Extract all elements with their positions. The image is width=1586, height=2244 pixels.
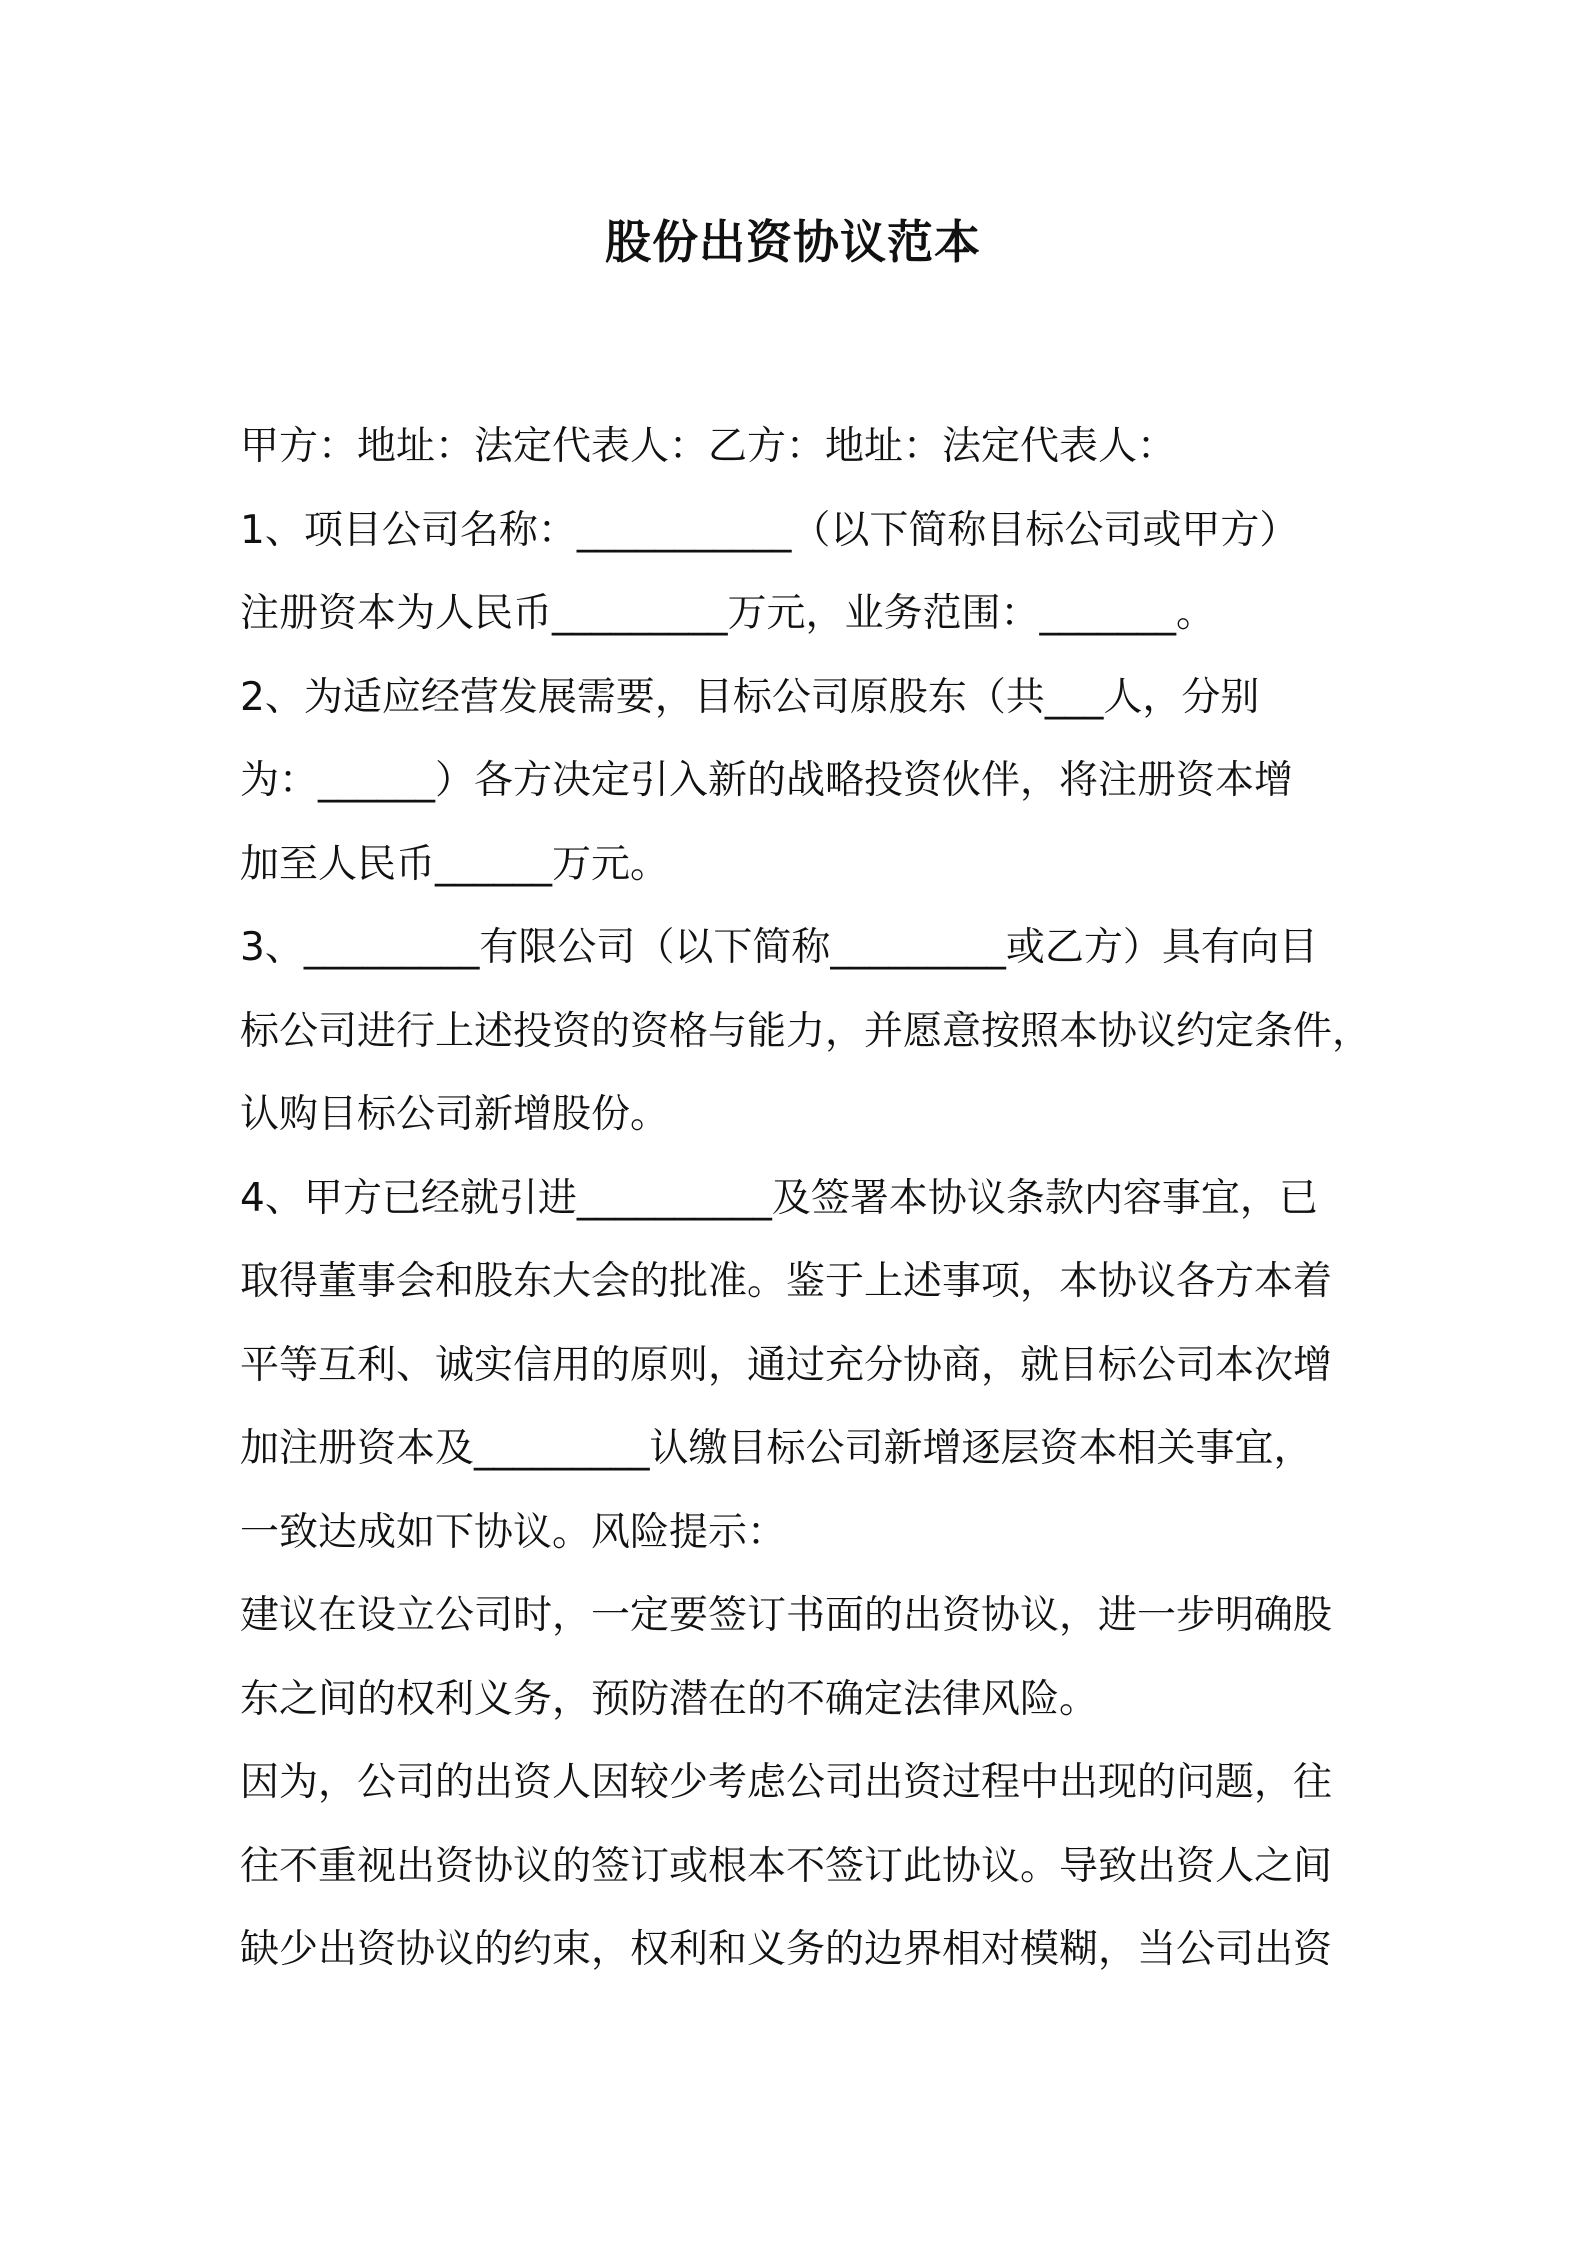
text-line-advice: 建议在设立公司时，一定要签订书面的出资协议，进一步明确股 (240, 1593, 1333, 1638)
text-line-clause-2: 2、为适应经营发展需要，目标公司原股东（共___人，分别 (240, 674, 1260, 720)
document-title: 股份出资协议范本 (605, 215, 981, 269)
text-line: 取得董事会和股东大会的批准。鉴于上述事项，本协议各方本着 (240, 1259, 1333, 1304)
text-line-clause-4: 4、甲方已经就引进__________及签署本协议条款内容事宜，已 (240, 1175, 1318, 1221)
text-line-reason: 因为，公司的出资人因较少考虑公司出资过程中出现的问题，往 (240, 1760, 1333, 1805)
text-line: 标公司进行上述投资的资格与能力，并愿意按照本协议约定条件， (240, 1008, 1372, 1054)
text-line: 往不重视出资协议的签订或根本不签订此协议。导致出资人之间 (240, 1843, 1333, 1889)
text-line-risk-heading: 一致达成如下协议。风险提示： (240, 1509, 787, 1555)
text-line: 认购目标公司新增股份。 (240, 1092, 670, 1137)
text-line-parties: 甲方：地址：法定代表人：乙方：地址：法定代表人： (240, 424, 1177, 469)
text-line: 东之间的权利义务，预防潜在的不确定法律风险。 (240, 1676, 1099, 1722)
text-line: 缺少出资协议的约束，权利和义务的边界相对模糊，当公司出资 (240, 1927, 1333, 1972)
text-line: 为：______）各方决定引入新的战略投资伙伴，将注册资本增 (240, 758, 1294, 803)
text-line-clause-3: 3、_________有限公司（以下简称_________或乙方）具有向目 (240, 925, 1318, 970)
text-line: 注册资本为人民币_________万元，业务范围：_______。 (240, 591, 1216, 636)
text-line: 加至人民币______万元。 (240, 841, 670, 887)
document-body (240, 405, 1372, 1992)
text-line-clause-1: 1、项目公司名称：___________（以下简称目标公司或甲方） (240, 507, 1299, 553)
text-line: 平等互利、诚实信用的原则，通过充分协商，就目标公司本次增 (240, 1342, 1333, 1388)
text-line: 加注册资本及_________认缴目标公司新增逐层资本相关事宜， (240, 1426, 1313, 1471)
